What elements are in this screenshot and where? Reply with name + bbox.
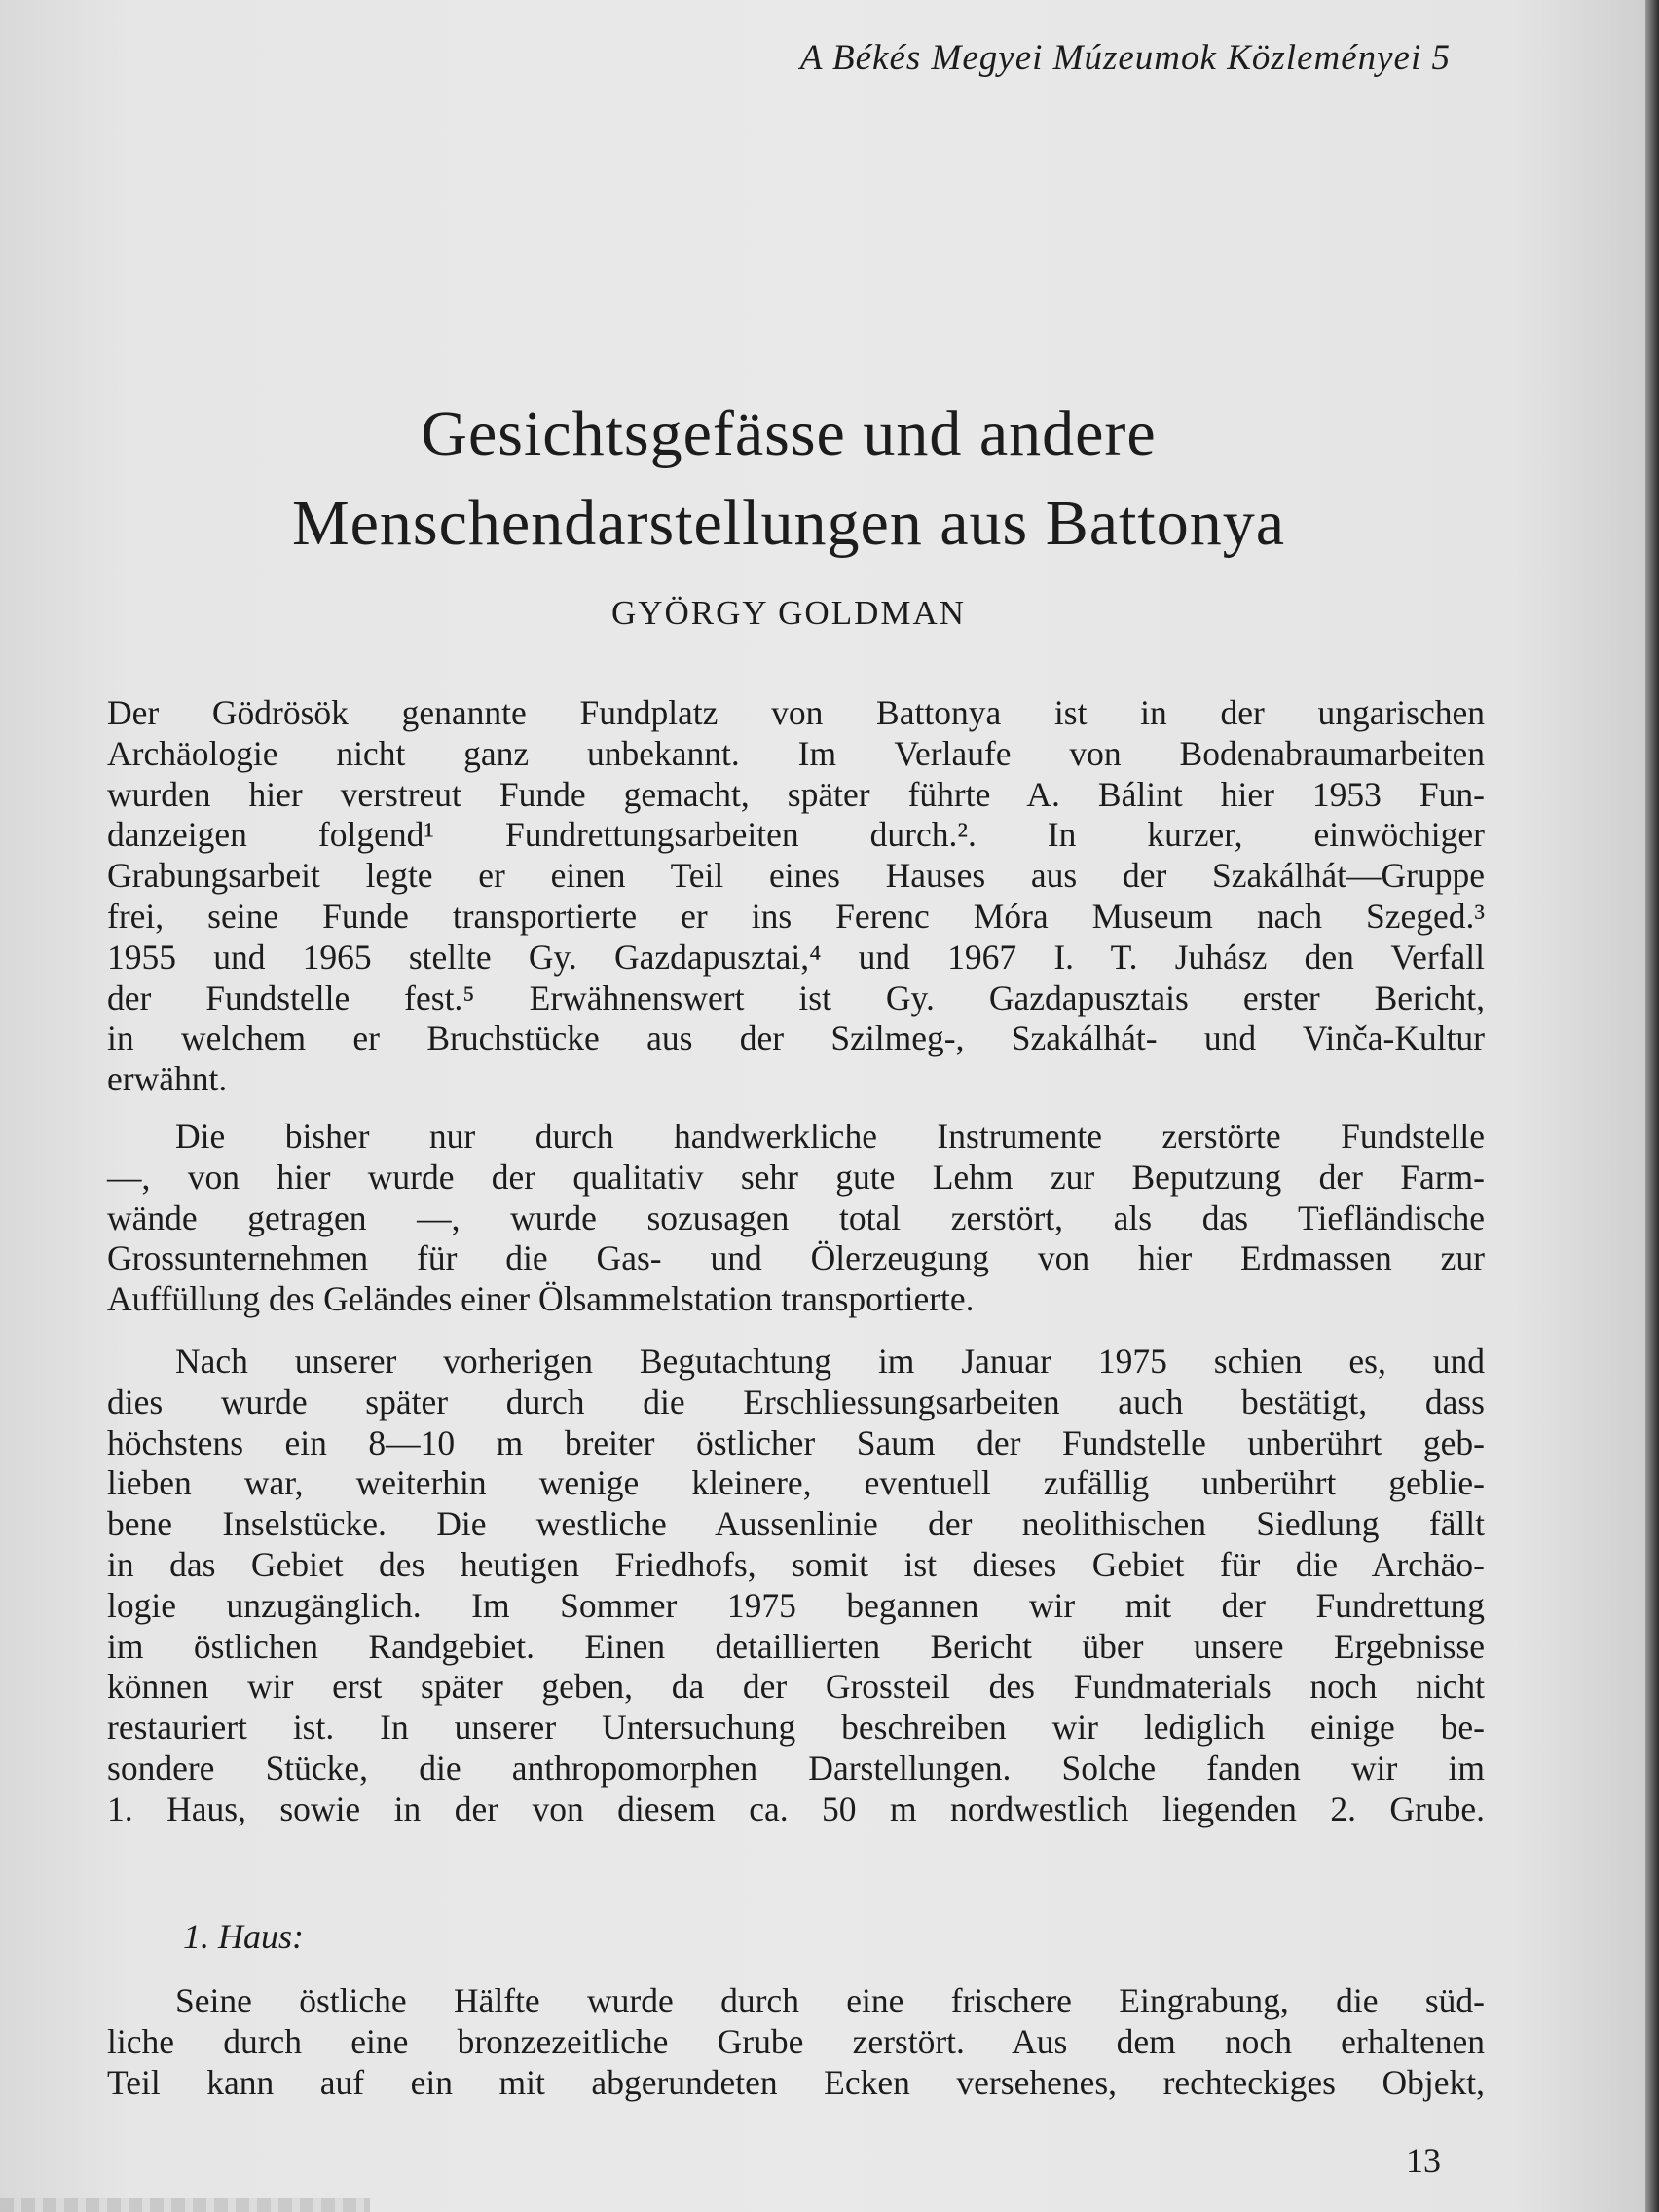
text-line: Seine östliche Hälfte wurde durch eine frischere Eingrabung, die süd- (175, 1981, 1485, 2020)
text-line: liche durch eine bronzezeitliche Grube zerstört. Aus dem noch erhaltenen (107, 2021, 1485, 2061)
title-line-1: Gesichtsgefässe und andere (421, 398, 1157, 469)
text-line: erwähnt. (107, 1059, 228, 1099)
text-line: in welchem er Bruchstücke aus der Szilmeg-, Szakálhát- und Vinča-Kultur (107, 1018, 1485, 1058)
text-line: wurden hier verstreut Funde gemacht, später führte A. Bálint hier 1953 Fun- (107, 774, 1485, 814)
text-line: Auffüllung des Geländes einer Ölsammelstation transportierte. (107, 1279, 975, 1319)
text-line: bene Inselstücke. Die westliche Aussenlinie der neolithischen Siedlung fällt (107, 1504, 1485, 1544)
text-line: Grossunternehmen für die Gas- und Ölerzeugung von hier Erdmassen zur (107, 1238, 1485, 1278)
section-heading: 1. Haus: (183, 1917, 304, 1956)
text-line: Archäologie nicht ganz unbekannt. Im Verlaufe von Bodenabraumarbeiten (107, 733, 1485, 773)
text-line: sondere Stücke, die anthropomorphen Darstellungen. Solche fanden wir im (107, 1748, 1485, 1788)
watermark-strip (0, 2198, 370, 2212)
text-line: Grabungsarbeit legte er einen Teil eines Hauses aus der Szakálhát—Gruppe (107, 856, 1485, 896)
text-line: 1955 und 1965 stellte Gy. Gazdapusztai,⁴ und 1967 I. T. Juhász den Verfall (107, 937, 1485, 977)
paragraph-3 (107, 1342, 1485, 1830)
text-line: Der Gödrösök genannte Fundplatz von Battonya ist in der ungarischen (107, 693, 1485, 732)
text-line: können wir erst später geben, da der Grossteil des Fundmaterials noch nicht (107, 1667, 1485, 1707)
text-line: —, von hier wurde der qualitativ sehr gute Lehm zur Beputzung der Farm- (107, 1157, 1485, 1197)
running-head: A Békés Megyei Múzeumok Közleményei 5 (799, 38, 1451, 78)
text-line: Nach unserer vorherigen Begutachtung im Januar 1975 schien es, und (175, 1342, 1485, 1381)
paragraph-2 (107, 1117, 1485, 1320)
page-edge-shadow (1645, 0, 1659, 2212)
text-line: frei, seine Funde transportierte er ins Ferenc Móra Museum nach Szeged.³ (107, 896, 1485, 936)
title-line-2: Menschendarstellungen aus Battonya (291, 488, 1286, 559)
text-line: logie unzugänglich. Im Sommer 1975 begannen wir mit der Fundrettung (107, 1585, 1485, 1625)
article-title (117, 389, 1460, 569)
text-line: danzeigen folgend¹ Fundrettungsarbeiten durch.². In kurzer, einwöchiger (107, 815, 1485, 855)
text-line: dies wurde später durch die Erschliessungsarbeiten auch bestätigt, dass (107, 1382, 1485, 1421)
author-name: GYÖRGY GOLDMAN (610, 594, 967, 632)
text-line: lieben war, weiterhin wenige kleinere, eventuell zufällig unberührt geblie- (107, 1463, 1485, 1503)
text-line: 1. Haus, sowie in der von diesem ca. 50 m nordwestlich liegenden 2. Grube. (107, 1788, 1485, 1828)
page-number: 13 (1406, 2141, 1441, 2180)
paragraph-4 (107, 1981, 1485, 2103)
text-line: wände getragen —, wurde sozusagen total zerstört, als das Tiefländische (107, 1198, 1485, 1237)
text-line: in das Gebiet des heutigen Friedhofs, somit ist dieses Gebiet für die Archäo- (107, 1544, 1485, 1584)
text-line: restauriert ist. In unserer Untersuchung beschreiben wir lediglich einige be- (107, 1708, 1485, 1748)
text-line: Die bisher nur durch handwerkliche Instrumente zerstörte Fundstelle (175, 1117, 1485, 1156)
paragraph-1 (107, 693, 1485, 1100)
text-line: im östlichen Randgebiet. Einen detaillierten Bericht über unsere Ergebnisse (107, 1626, 1485, 1666)
text-line: höchstens ein 8—10 m breiter östlicher Saum der Fundstelle unberührt geb- (107, 1422, 1485, 1462)
text-line: Teil kann auf ein mit abgerundeten Ecken versehenes, rechteckiges Objekt, (107, 2062, 1485, 2102)
text-line: der Fundstelle fest.⁵ Erwähnenswert ist Gy. Gazdapusztais erster Bericht, (107, 977, 1485, 1017)
